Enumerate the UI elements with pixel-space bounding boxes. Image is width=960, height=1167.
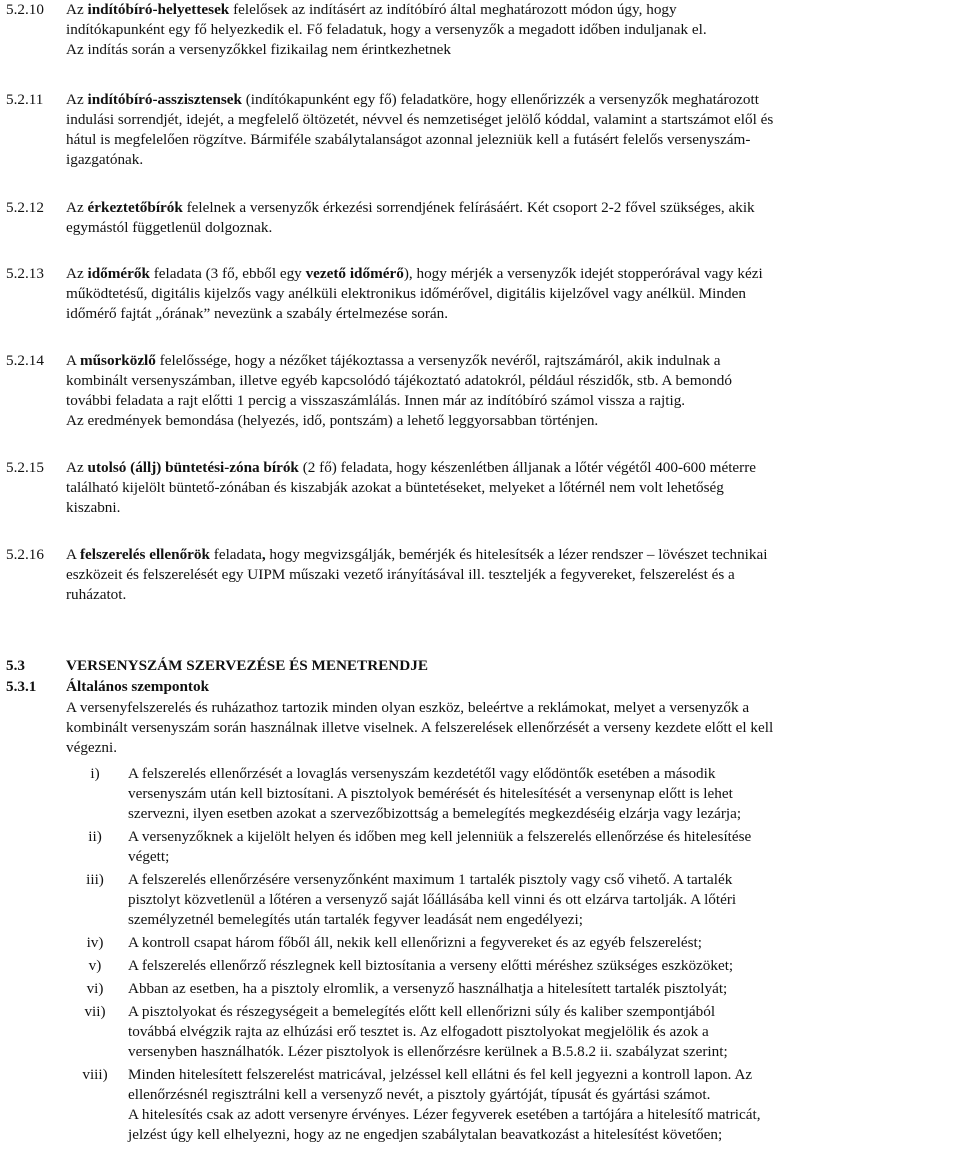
- text-line: [66, 351, 954, 371]
- section-number: 5.2.14: [6, 352, 44, 369]
- text-line: [66, 585, 954, 605]
- text-line: [66, 218, 954, 238]
- text-run: indítókapunként egy fő helyezkedik el. Fő feladatuk, hogy a versenyzők a megadott időben induljanak el.: [66, 21, 707, 38]
- text-line: [66, 545, 954, 565]
- bold-term: időmérők: [87, 265, 150, 282]
- text-run: található kijelölt büntető-zónában és kiszabják azokat a büntetéseket, melyeket a lőtérnél nem volt lehetőség: [66, 479, 724, 496]
- list-item-marker: vi): [86, 980, 104, 997]
- text-line: [66, 284, 954, 304]
- list-item-text: [128, 979, 956, 999]
- list-item-text: [128, 764, 956, 824]
- text-line: A hitelesítés csak az adott versenyre érvényes. Lézer fegyverek esetében a tartójára a hitelesítő matricát,: [128, 1106, 761, 1123]
- text-line: [66, 90, 954, 110]
- text-line: [66, 264, 954, 284]
- text-line: A felszerelés ellenőrzését a lovaglás versenyszám kezdetétől vagy elődöntők esetében a második: [128, 765, 716, 782]
- text-line: versenyben használhatók. Lézer pisztolyok is ellenőrzésre kerülnek a B.5.8.2 ii. szabályzat szerint;: [128, 1043, 728, 1060]
- text-line: személyzetnél bemelegítés után tartalék fegyver leadását nem engedélyezi;: [128, 911, 583, 928]
- text-run: indulási sorrendjét, idejét, a megfelelő öltözetét, névvel és nemzetiséget jelölő kóddal, valamint a startszámot elől és: [66, 111, 774, 128]
- list-item-marker: viii): [82, 1066, 108, 1083]
- bold-term: ,: [261, 546, 266, 563]
- text-line: A felszerelés ellenőrzésére versenyzőnként maximum 1 tartalék pisztoly vagy cső vihető. A tartalék: [128, 871, 733, 888]
- text-line: továbbá elvégzik rajta az elhúzási erő tesztet is. Az elfogadott pisztolyokat megjelölik és azok a: [128, 1023, 709, 1040]
- text-line: pisztolyt közvetlenül a lőtéren a versenyző saját lőállásába kell vinni és ott elzárva tartolják. A lőtéri: [128, 891, 737, 908]
- text-run: Az: [66, 1, 88, 18]
- text-run: hogy megvizsgálják, bemérjék és hitelesítsék a lézer rendszer – lövészet technikai: [265, 546, 768, 563]
- text-line: szervezni, ilyen esetben azokat a szervezőbizottság a bemelegítés megkezdéséig elzárja vagy lezárja;: [128, 805, 742, 822]
- bold-term: érkeztetőbírók: [87, 199, 183, 216]
- text-run: időmérő fajtát „órának” nevezünk a szabály értelmezése során.: [66, 305, 449, 322]
- section-number: 5.2.10: [6, 1, 44, 18]
- text-line: ellenőrzésnél regisztrálni kell a versenyző nevét, a pisztoly gyártóját, típusát és gyártási számot.: [128, 1086, 711, 1103]
- text-line: A versenyzőknek a kijelölt helyen és időben meg kell jelenniük a felszerelés ellenőrzése és hitelesítése: [128, 828, 752, 845]
- section-text: [66, 545, 954, 605]
- text-run: felelőssége, hogy a nézőket tájékoztassa a versenyzők nevéről, rajtszámáról, akik indulnak a: [155, 352, 721, 369]
- text-run: Az: [66, 459, 88, 476]
- bold-term: indítóbíró-helyettesek: [87, 1, 230, 18]
- text-run: működtetésű, digitális kijelzős vagy anélküli elektronikus időmérővel, digitális kijelzővel vagy anélkül. Minden: [66, 285, 746, 302]
- text-line: végezni.: [66, 739, 118, 756]
- text-line: [66, 411, 954, 431]
- text-run: A: [66, 352, 80, 369]
- section-number: 5.2.13: [6, 265, 44, 282]
- text-line: [66, 198, 954, 218]
- list-item-marker: iv): [86, 934, 104, 951]
- list-item-marker: ii): [88, 828, 102, 845]
- text-line: [66, 304, 954, 324]
- text-run: Az: [66, 265, 88, 282]
- text-line: versenyszám után kell biztosítani. A pisztolyok bemérését és hitelesítését a versenynap előtt is lehet: [128, 785, 733, 802]
- text-run: hátul is megfelelően rögzítve. Bármiféle szabálytalanságot azonnal jelezniük kell a futásért felelős versenyszám-: [66, 131, 751, 148]
- list-item-text: [128, 1065, 956, 1145]
- text-line: jelzést úgy kell elhelyezni, hogy az ne engedjen szabálytalan beavatkozást a hitelesítést követően;: [128, 1126, 723, 1143]
- text-line: végett;: [128, 848, 170, 865]
- text-run: kiszabni.: [66, 499, 121, 516]
- section-text: [66, 351, 954, 431]
- bold-term: műsorközlő: [79, 352, 156, 369]
- section-number: 5.2.11: [6, 91, 44, 108]
- text-line: [66, 150, 954, 170]
- text-run: Az: [66, 91, 88, 108]
- text-line: [66, 20, 954, 40]
- text-line: A pisztolyokat és részegységeit a bemelegítés előtt kell ellenőrizni súly és kaliber szempontjából: [128, 1003, 716, 1020]
- text-line: [66, 391, 954, 411]
- section-number: 5.2.12: [6, 199, 44, 216]
- chapter-number: 5.3: [6, 657, 25, 674]
- text-line: A kontroll csapat három főből áll, nekik kell ellenőrizni a fegyvereket és az egyéb felszerelést;: [128, 934, 702, 951]
- text-line: [66, 40, 954, 60]
- text-line: A versenyfelszerelés és ruházathoz tartozik minden olyan eszköz, beleértve a reklámokat, melyet a versenyzők a: [66, 699, 750, 716]
- list-item-marker: vii): [84, 1003, 106, 1020]
- list-item-text: [128, 956, 956, 976]
- text-run: egymástól függetlenül dolgoznak.: [66, 219, 273, 236]
- text-run: eszközeit és felszerelését egy UIPM műszaki vezető irányításával ill. teszteljék a fegyvereket, felszerelést és a: [66, 566, 735, 583]
- section-text: [66, 0, 954, 60]
- text-line: [66, 478, 954, 498]
- text-line: [66, 0, 954, 20]
- text-run: felelnek a versenyzők érkezési sorrendjének felírásáért. Két csoport 2-2 fővel szükséges, akik: [182, 199, 755, 216]
- text-run: felelősek az indításért az indítóbíró által meghatározott módon úgy, hogy: [229, 1, 677, 18]
- section-text: [66, 198, 954, 238]
- text-line: [66, 110, 954, 130]
- text-line: kombinált versenyszám során használnak illetve viselnek. A felszerelések ellenőrzését a verseny kezdete előtt el kell: [66, 719, 774, 736]
- bold-term: vezető időmérő: [305, 265, 404, 282]
- chapter-title: VERSENYSZÁM SZERVEZÉSE ÉS MENETRENDJE: [66, 657, 428, 674]
- text-run: feladata: [209, 546, 262, 563]
- text-line: [66, 498, 954, 518]
- text-line: A felszerelés ellenőrző részlegnek kell biztosítania a verseny előtti méréshez szükséges eszközöket;: [128, 957, 734, 974]
- text-run: (indítókapunként egy fő) feladatköre, hogy ellenőrizzék a versenyzők meghatározott: [241, 91, 759, 108]
- section-text: [66, 458, 954, 518]
- text-run: Az: [66, 199, 88, 216]
- text-run: igazgatónak.: [66, 151, 144, 168]
- text-run: (2 fő) feladata, hogy készenlétben álljanak a lőtér végétől 400-600 méterre: [298, 459, 757, 476]
- text-run: kombinált versenyszámban, illetve egyéb kapcsolódó tájékoztató adatokról, például részidők, stb. A bemondó: [66, 372, 732, 389]
- list-item-text: [128, 1002, 956, 1062]
- text-line: [66, 371, 954, 391]
- bold-term: felszerelés ellenőrök: [79, 546, 210, 563]
- text-run: ruházatot.: [66, 586, 127, 603]
- text-run: Az indítás során a versenyzőkkel fizikailag nem érintkezhetnek: [66, 41, 452, 58]
- list-item-text: [128, 870, 956, 930]
- list-item-marker: iii): [86, 871, 104, 888]
- text-line: Minden hitelesített felszerelést matricával, jelzéssel kell ellátni és fel kell jegyezni a kontroll lapon. Az: [128, 1066, 753, 1083]
- section-text: [66, 264, 954, 324]
- text-run: feladata (3 fő, ebből egy: [149, 265, 306, 282]
- section-text: [66, 90, 954, 170]
- subsection-title: Általános szempontok: [66, 678, 210, 695]
- subsection-intro: [66, 698, 954, 758]
- text-run: ), hogy mérjék a versenyzők idejét stopperórával vagy kézi: [403, 265, 763, 282]
- list-item-text: [128, 933, 956, 953]
- text-line: [66, 565, 954, 585]
- text-run: Az eredmények bemondása (helyezés, idő, pontszám) a lehető leggyorsabban történjen.: [66, 412, 599, 429]
- bold-term: indítóbíró-asszisztensek: [87, 91, 242, 108]
- list-item-text: [128, 827, 956, 867]
- list-item-marker: i): [90, 765, 100, 782]
- section-number: 5.2.15: [6, 459, 44, 476]
- bold-term: utolsó (állj) büntetési-zóna bírók: [87, 459, 299, 476]
- text-line: Abban az esetben, ha a pisztoly elromlik, a versenyző használhatja a hitelesített tartalék pisztolyát;: [128, 980, 728, 997]
- text-line: [66, 458, 954, 478]
- subsection-number: 5.3.1: [6, 678, 37, 695]
- section-number: 5.2.16: [6, 546, 44, 563]
- text-line: [66, 130, 954, 150]
- text-run: további feladata a rajt előtti 1 percig a visszaszámlálás. Innen már az indítóbíró számol vissza a rajtig.: [66, 392, 686, 409]
- list-item-marker: v): [88, 957, 102, 974]
- text-run: A: [66, 546, 80, 563]
